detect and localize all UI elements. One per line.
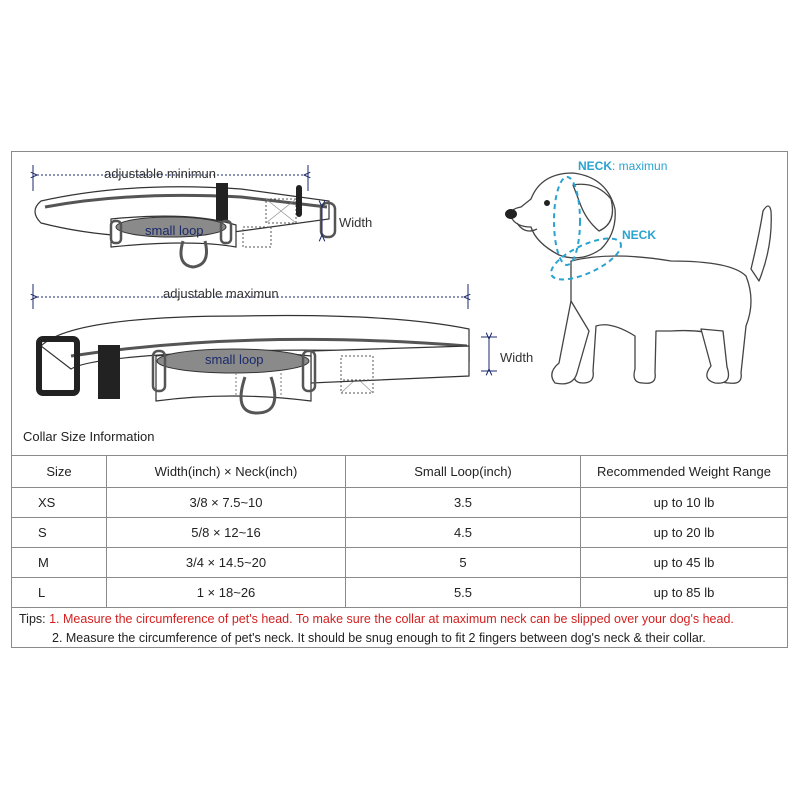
table-row	[12, 548, 788, 578]
neck-max-suffix: : maximun	[612, 159, 668, 173]
bottom-span-label: adjustable maximun	[163, 286, 279, 301]
small-loop-cell: 4.5	[346, 518, 581, 548]
tip-text-2: 2. Measure the circumference of pet's neck. It should be snug enough to fit 2 fingers between dog's neck & their collar.	[52, 631, 706, 645]
header-small-loop: Small Loop(inch)	[346, 456, 581, 488]
size-cell: XS	[12, 488, 107, 518]
width-neck-cell: 3/8 × 7.5~10	[107, 488, 346, 518]
table-header-row	[12, 456, 788, 488]
weight-cell: up to 20 lb	[581, 518, 788, 548]
table-row	[12, 518, 788, 548]
top-width-label: Width	[339, 215, 373, 230]
width-neck-cell: 1 × 18~26	[107, 578, 346, 608]
bottom-collar	[33, 284, 497, 413]
dog-illustration	[505, 173, 771, 384]
collar-diagram	[11, 151, 788, 421]
bottom-loop-label: small loop	[205, 352, 264, 367]
table-row	[12, 488, 788, 518]
top-loop-label: small loop	[145, 223, 204, 238]
size-cell: S	[12, 518, 107, 548]
tip-line-1	[19, 610, 784, 629]
bottom-width-label: Width	[500, 350, 534, 365]
small-loop-cell: 3.5	[346, 488, 581, 518]
tips-section	[19, 610, 784, 648]
size-cell: L	[12, 578, 107, 608]
width-neck-cell: 5/8 × 12~16	[107, 518, 346, 548]
weight-cell: up to 85 lb	[581, 578, 788, 608]
neck-label: NECK	[622, 228, 657, 242]
small-loop-cell: 5	[346, 548, 581, 578]
width-neck-cell: 3/4 × 14.5~20	[107, 548, 346, 578]
header-size: Size	[12, 456, 107, 488]
header-width-neck: Width(inch) × Neck(inch)	[107, 456, 346, 488]
collar-size-title: Collar Size Information	[23, 429, 155, 444]
tip-text-1: 1. Measure the circumference of pet's head. To make sure the collar at maximum neck can be slipped over your dog's head.	[49, 612, 734, 626]
size-table	[11, 455, 788, 608]
header-weight-range: Recommended Weight Range	[581, 456, 788, 488]
neck-max-prefix: NECK	[578, 159, 613, 173]
top-span-label: adjustable minimun	[104, 166, 217, 181]
weight-cell: up to 45 lb	[581, 548, 788, 578]
tips-prefix: Tips:	[19, 612, 46, 626]
small-loop-cell: 5.5	[346, 578, 581, 608]
weight-cell: up to 10 lb	[581, 488, 788, 518]
neck-max-label	[578, 159, 667, 173]
size-cell: M	[12, 548, 107, 578]
table-row	[12, 578, 788, 608]
